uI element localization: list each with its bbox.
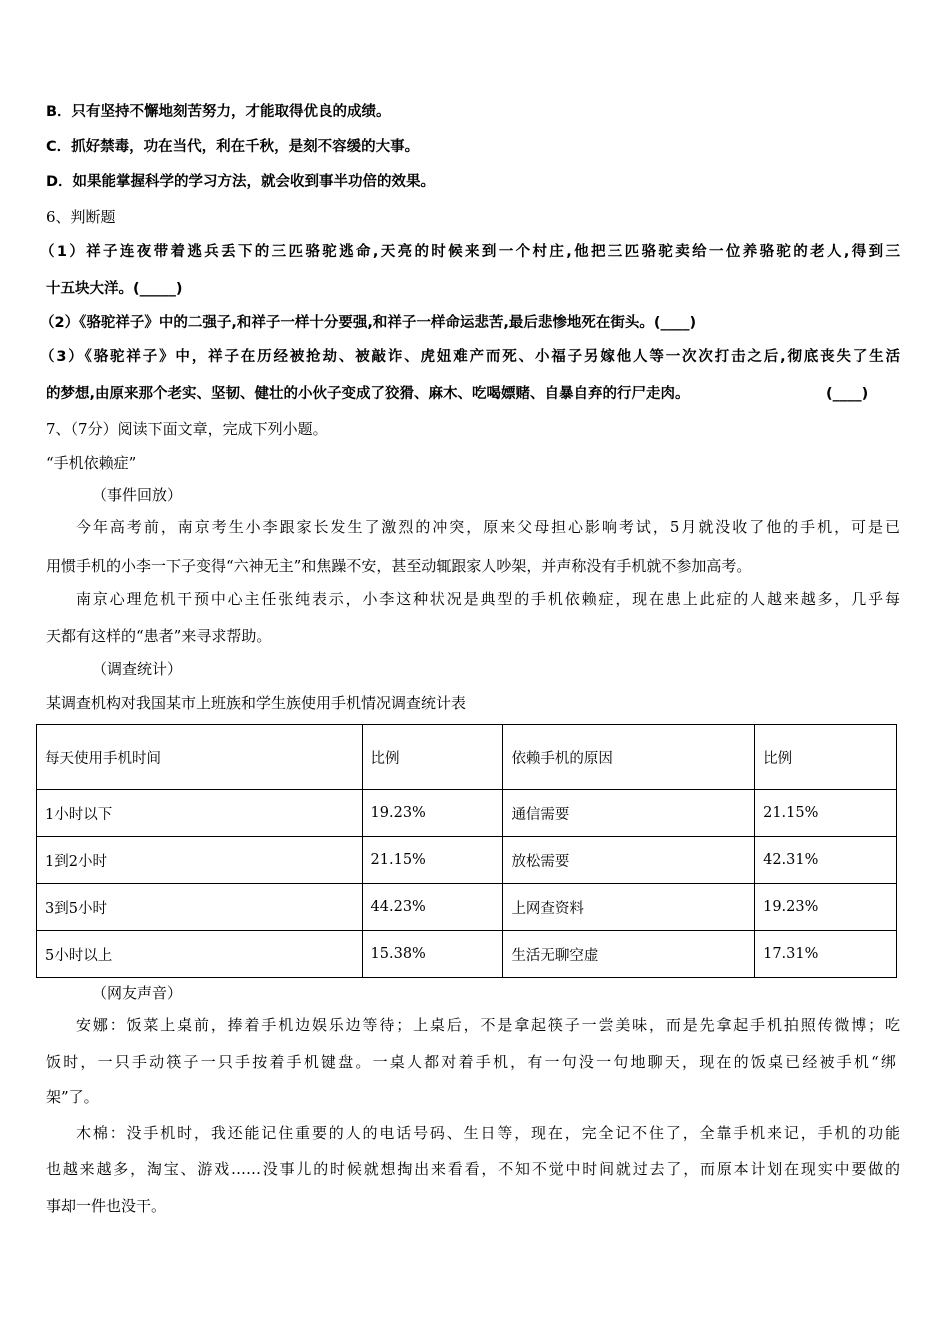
option-b: B．只有坚持不懈地刻苦努力，才能取得优良的成绩。 (46, 104, 391, 120)
paragraph-line: 也越来越多，淘宝、游戏……没事儿的时候就想掏出来看看，不知不觉中时间就过去了，而原本计划在现实中要做的 (46, 1160, 900, 1178)
q6-item-1-line2: 十五块大洋。(_____) (46, 281, 183, 297)
q6-item-1-line1: （1）祥子连夜带着逃兵丢下的三匹骆驼逃命,天亮的时候来到一个村庄,他把三匹骆驼卖给一位养骆驼的老人,得到三 (40, 244, 900, 260)
q6-item-3-blank: (____) (826, 386, 869, 402)
table-row (37, 931, 897, 978)
table-header: 比例 (362, 725, 503, 790)
paragraph-line: 南京心理危机干预中心主任张纯表示，小李这种状况是典型的手机依赖症，现在患上此症的人越来越多，几乎每 (76, 590, 900, 608)
table-cell: 放松需要 (503, 837, 755, 884)
table-row (37, 884, 897, 931)
paragraph-line: 饭时，一只手动筷子一只手按着手机键盘。一桌人都对着手机，有一句没一句地聊天，现在的饭桌已经被手机“绑 (46, 1053, 896, 1071)
table-header: 每天使用手机时间 (37, 725, 363, 790)
option-c: C．抓好禁毒，功在当代，利在千秋，是刻不容缓的大事。 (46, 139, 420, 155)
table-row (37, 790, 897, 837)
paragraph-line: 事却一件也没干。 (46, 1197, 167, 1215)
table-cell: 19.23% (755, 884, 897, 931)
paragraph-line: 安娜：饭菜上桌前，捧着手机边娱乐边等待；上桌后，不是拿起筷子一尝美味，而是先拿起手机拍照传微博；吃 (76, 1016, 900, 1034)
option-d: D．如果能掌握科学的学习方法，就会收到事半功倍的效果。 (46, 174, 436, 190)
table-cell: 44.23% (362, 884, 503, 931)
q6-item-3-line2: 的梦想,由原来那个老实、坚韧、健壮的小伙子变成了狡猾、麻木、吃喝嫖赌、自暴自弃的行尸走肉。 (46, 386, 690, 402)
q6-title: 6、判断题 (46, 208, 116, 226)
paragraph-line: 架”了。 (46, 1088, 99, 1106)
q6-item-2: （2）《骆驼祥子》中的二强子,和祥子一样十分要强,和祥子一样命运悲苦,最后悲惨地死在街头。(____) (40, 315, 697, 331)
table-header: 依赖手机的原因 (503, 725, 755, 790)
table-cell: 15.38% (362, 931, 503, 978)
table-cell: 1到2小时 (37, 837, 363, 884)
table-cell: 42.31% (755, 837, 897, 884)
table-cell: 5小时以上 (37, 931, 363, 978)
paragraph-line: 用惯手机的小李一下子变得“六神无主”和焦躁不安，甚至动辄跟家人吵架，并声称没有手机就不参加高考。 (46, 557, 752, 575)
table-header-row (37, 725, 897, 790)
q6-item-3-line1: （3）《骆驼祥子》中，祥子在历经被抢劫、被敲诈、虎妞难产而死、小福子另嫁他人等一次次打击之后,彻底丧失了生活 (40, 349, 900, 365)
section-heading: （事件回放） (92, 486, 183, 504)
article-title: “手机依赖症” (46, 454, 137, 472)
section-heading: （调查统计） (92, 660, 183, 678)
table-row (37, 837, 897, 884)
survey-table (36, 724, 897, 978)
q7-title: 7、（7分）阅读下面文章，完成下列小题。 (46, 420, 328, 438)
paragraph-line: 木棉：没手机时，我还能记住重要的人的电话号码、生日等，现在，完全记不住了，全靠手机来记，手机的功能 (76, 1124, 900, 1142)
table-caption: 某调查机构对我国某市上班族和学生族使用手机情况调查统计表 (46, 694, 467, 712)
table-cell: 上网查资料 (503, 884, 755, 931)
table-header: 比例 (755, 725, 897, 790)
table-cell: 生活无聊空虚 (503, 931, 755, 978)
paragraph-line: 今年高考前，南京考生小李跟家长发生了激烈的冲突，原来父母担心影响考试，5月就没收了他的手机，可是已 (76, 518, 900, 536)
table-cell: 21.15% (362, 837, 503, 884)
table-cell: 17.31% (755, 931, 897, 978)
section-heading: （网友声音） (92, 984, 183, 1002)
table-cell: 21.15% (755, 790, 897, 837)
table-cell: 3到5小时 (37, 884, 363, 931)
table-cell: 1小时以下 (37, 790, 363, 837)
paragraph-line: 天都有这样的“患者”来寻求帮助。 (46, 627, 272, 645)
table-cell: 19.23% (362, 790, 503, 837)
table-cell: 通信需要 (503, 790, 755, 837)
